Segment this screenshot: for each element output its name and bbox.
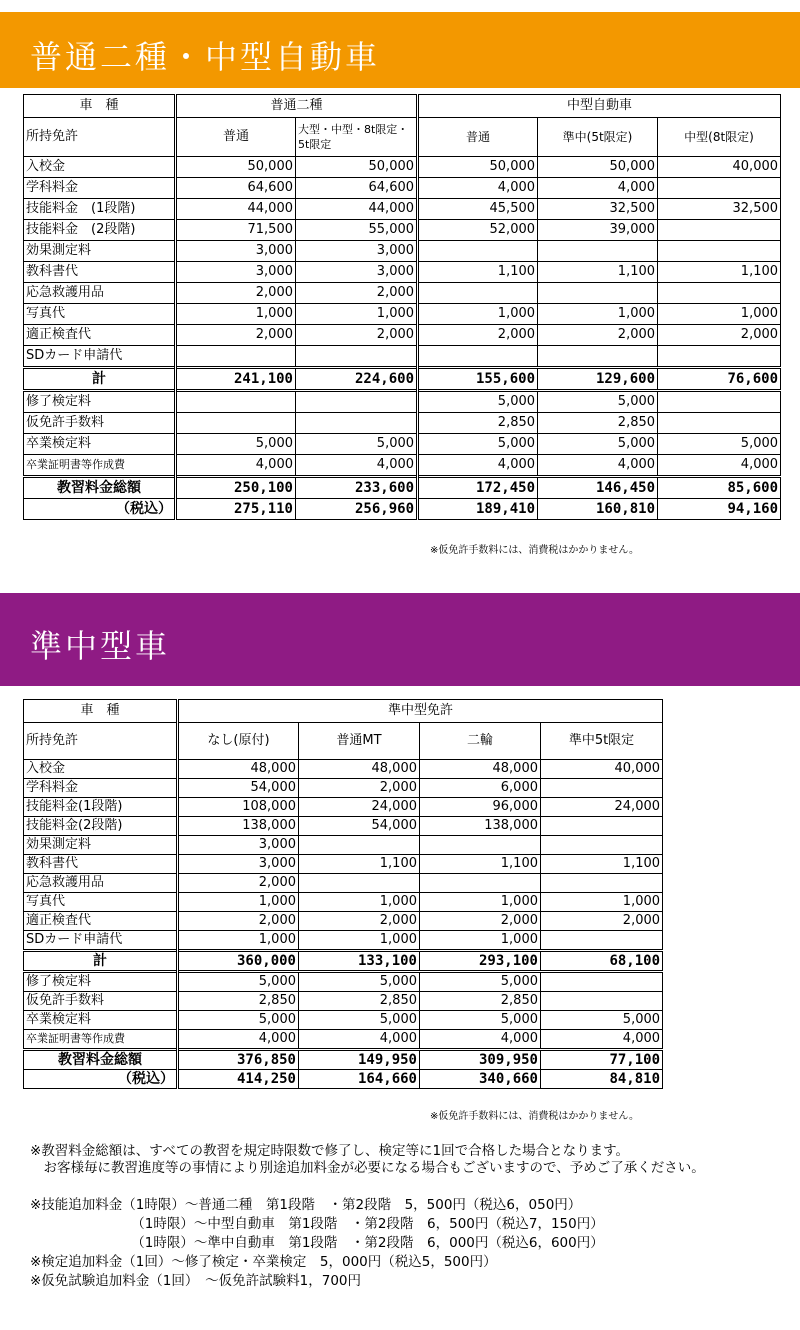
fee-cell [658, 391, 781, 413]
fee-cell [296, 413, 418, 434]
fee-cell: 164,660 [299, 1070, 420, 1089]
row-label: 教科書代 [24, 855, 178, 874]
note-line: ※仮免試験追加料金（1回） ～仮免許試験料1，700円 [30, 1273, 362, 1289]
fee-cell: 24,000 [299, 798, 420, 817]
fee-cell: 5,000 [538, 434, 658, 455]
section-title: 普通二種・中型自動車 [30, 38, 381, 76]
fee-cell: 275,110 [176, 499, 296, 520]
fee-cell: 1,100 [418, 262, 538, 283]
table-row [24, 855, 663, 874]
table-row [24, 157, 781, 178]
row-label: 学科料金 [24, 178, 176, 199]
header-row [24, 723, 663, 760]
row-label: 技能料金 (1段階) [24, 199, 176, 220]
fee-cell [176, 391, 296, 413]
fee-cell: 5,000 [418, 434, 538, 455]
row-label: 卒業証明書等作成費 [24, 455, 176, 477]
table-footnote: ※仮免許手数料には、消費税はかかりません。 [430, 1111, 639, 1122]
fee-cell: 50,000 [418, 157, 538, 178]
fee-cell: 5,000 [420, 1011, 541, 1030]
fee-cell: 44,000 [176, 199, 296, 220]
fee-cell: 55,000 [296, 220, 418, 241]
row-label: 仮免許手数料 [24, 992, 178, 1011]
fee-cell: 3,000 [176, 262, 296, 283]
fee-cell: 376,850 [178, 1050, 299, 1070]
table-row [24, 304, 781, 325]
fee-cell: 2,850 [178, 992, 299, 1011]
note-line: ※教習料金総額は、すべての教習を規定時限数で修了し、検定等に1回で合格した場合となります。 [30, 1143, 630, 1159]
fee-cell: 96,000 [420, 798, 541, 817]
table-row [24, 220, 781, 241]
fee-cell: 4,000 [541, 1030, 663, 1050]
fee-cell: 2,000 [296, 325, 418, 346]
fee-cell: 414,250 [178, 1070, 299, 1089]
column-header: 普通MT [299, 723, 420, 760]
fee-cell [299, 874, 420, 893]
fee-cell [418, 241, 538, 262]
fee-cell: 129,600 [538, 368, 658, 391]
table-footnote: ※仮免許手数料には、消費税はかかりません。 [430, 545, 639, 556]
row-label: 仮免許手数料 [24, 413, 176, 434]
fee-cell: 149,950 [299, 1050, 420, 1070]
header-row [24, 118, 781, 157]
fee-cell: 1,000 [541, 893, 663, 912]
fee-cell [658, 178, 781, 199]
row-label: 教習料金総額 [24, 1050, 178, 1070]
table-row [24, 836, 663, 855]
note-line: お客様毎に教習進度等の事情により別途追加料金が必要になる場合もございますので、予めご了承ください。 [30, 1160, 705, 1176]
fee-cell: 52,000 [418, 220, 538, 241]
fee-cell: 3,000 [178, 836, 299, 855]
fee-cell: 50,000 [176, 157, 296, 178]
fee-cell: 2,000 [420, 912, 541, 931]
row-label: SDカード申請代 [24, 346, 176, 368]
row-label: 応急救護用品 [24, 874, 178, 893]
table-row [24, 817, 663, 836]
fee-cell: 155,600 [418, 368, 538, 391]
group-header: 普通二種 [176, 95, 418, 118]
table-row [24, 434, 781, 455]
fee-cell: 1,000 [538, 304, 658, 325]
fee-cell: 68,100 [541, 951, 663, 972]
table-row [24, 391, 781, 413]
row-label: （税込） [24, 1070, 178, 1089]
table-row [24, 972, 663, 992]
row-label: 教習料金総額 [24, 477, 176, 499]
table-row [24, 346, 781, 368]
fee-cell [658, 413, 781, 434]
fee-cell: 40,000 [658, 157, 781, 178]
fee-cell: 138,000 [420, 817, 541, 836]
fee-cell [541, 972, 663, 992]
fee-cell: 1,000 [178, 931, 299, 951]
fee-cell: 32,500 [538, 199, 658, 220]
fee-cell [176, 413, 296, 434]
fee-cell: 5,000 [299, 972, 420, 992]
note-line: （1時限）～準中自動車 第1段階 ・第2段階 6，000円（税込6，600円） [30, 1235, 604, 1251]
fee-cell: 94,160 [658, 499, 781, 520]
license-header: 所持免許 [24, 118, 176, 157]
column-header: 二輪 [420, 723, 541, 760]
fee-cell: 5,000 [178, 1011, 299, 1030]
fee-cell: 64,600 [176, 178, 296, 199]
note-line: ※検定追加料金（1回）～修了検定・卒業検定 5，000円（税込5，500円） [30, 1254, 497, 1270]
fee-cell [538, 346, 658, 368]
section-banner-futsu2-chugata [0, 12, 800, 88]
table-row [24, 262, 781, 283]
fee-cell: 256,960 [296, 499, 418, 520]
fee-cell: 5,000 [541, 1011, 663, 1030]
row-label: 修了検定料 [24, 972, 178, 992]
fee-cell: 1,000 [420, 931, 541, 951]
section-title: 準中型車 [30, 627, 171, 665]
column-header: 準中5t限定 [541, 723, 663, 760]
fee-cell: 1,000 [178, 893, 299, 912]
license-header: 所持免許 [24, 723, 178, 760]
fee-cell: 2,000 [178, 912, 299, 931]
fee-cell: 40,000 [541, 760, 663, 779]
table-row [24, 893, 663, 912]
fee-table-futsu2-chugata [23, 94, 781, 520]
fee-cell: 6,000 [420, 779, 541, 798]
fee-cell: 4,000 [296, 455, 418, 477]
fee-cell: 54,000 [178, 779, 299, 798]
fee-cell: 50,000 [538, 157, 658, 178]
fee-cell: 4,000 [420, 1030, 541, 1050]
fee-cell: 77,100 [541, 1050, 663, 1070]
note-line: （1時限）～中型自動車 第1段階 ・第2段階 6，500円（税込7，150円） [30, 1216, 604, 1232]
fee-cell: 250,100 [176, 477, 296, 499]
fee-cell [420, 836, 541, 855]
fee-cell: 160,810 [538, 499, 658, 520]
table-row [24, 1030, 663, 1050]
fee-cell: 5,000 [176, 434, 296, 455]
fee-cell: 2,000 [541, 912, 663, 931]
row-label: 卒業検定料 [24, 434, 176, 455]
vehicle-type-header: 車 種 [24, 700, 178, 723]
fee-cell: 1,000 [418, 304, 538, 325]
fee-cell [420, 874, 541, 893]
fee-cell: 5,000 [299, 1011, 420, 1030]
fee-cell: 1,100 [538, 262, 658, 283]
column-header: 普通 [176, 118, 296, 157]
fee-cell [296, 391, 418, 413]
table-row [24, 760, 663, 779]
fee-cell: 1,100 [299, 855, 420, 874]
row-label: 写真代 [24, 893, 178, 912]
fee-cell: 138,000 [178, 817, 299, 836]
fee-cell: 224,600 [296, 368, 418, 391]
fee-cell: 2,000 [299, 912, 420, 931]
fee-cell: 2,850 [420, 992, 541, 1011]
group-header: 準中型免許 [178, 700, 663, 723]
fee-cell [176, 346, 296, 368]
table-row [24, 951, 663, 972]
table-row [24, 368, 781, 391]
fee-cell: 172,450 [418, 477, 538, 499]
table-row [24, 283, 781, 304]
fee-cell: 1,000 [299, 893, 420, 912]
row-label: 適正検査代 [24, 912, 178, 931]
fee-cell: 5,000 [538, 391, 658, 413]
fee-table-junchugata [23, 699, 663, 1089]
fee-cell [658, 283, 781, 304]
row-label: SDカード申請代 [24, 931, 178, 951]
fee-cell: 1,000 [176, 304, 296, 325]
row-label: 入校金 [24, 157, 176, 178]
row-label: 卒業証明書等作成費 [24, 1030, 178, 1050]
fee-cell: 293,100 [420, 951, 541, 972]
fee-cell: 133,100 [299, 951, 420, 972]
table-row [24, 241, 781, 262]
row-label: 技能料金(1段階) [24, 798, 178, 817]
row-label: 学科料金 [24, 779, 178, 798]
fee-cell [296, 346, 418, 368]
fee-cell [538, 283, 658, 304]
row-label: 効果測定料 [24, 836, 178, 855]
fee-cell: 241,100 [176, 368, 296, 391]
row-label: （税込） [24, 499, 176, 520]
fee-cell: 3,000 [296, 262, 418, 283]
fee-cell: 360,000 [178, 951, 299, 972]
row-label: 教科書代 [24, 262, 176, 283]
fee-cell [541, 931, 663, 951]
fee-cell: 4,000 [658, 455, 781, 477]
fee-cell: 233,600 [296, 477, 418, 499]
fee-cell: 2,850 [299, 992, 420, 1011]
fee-cell [541, 836, 663, 855]
row-label: 計 [24, 368, 176, 391]
row-label: 応急救護用品 [24, 283, 176, 304]
fee-cell [418, 346, 538, 368]
fee-cell: 108,000 [178, 798, 299, 817]
fee-cell [541, 992, 663, 1011]
column-header: 中型(8t限定) [658, 118, 781, 157]
fee-cell: 3,000 [178, 855, 299, 874]
header-row [24, 700, 663, 723]
fee-cell [538, 241, 658, 262]
row-label: 入校金 [24, 760, 178, 779]
fee-cell: 85,600 [658, 477, 781, 499]
table-row [24, 1070, 663, 1089]
fee-cell: 2,000 [658, 325, 781, 346]
fee-cell [541, 874, 663, 893]
fee-cell: 1,000 [420, 893, 541, 912]
fee-cell: 54,000 [299, 817, 420, 836]
fee-cell: 2,000 [176, 283, 296, 304]
fee-cell: 4,000 [178, 1030, 299, 1050]
fee-cell: 2,000 [538, 325, 658, 346]
row-label: 卒業検定料 [24, 1011, 178, 1030]
header-row [24, 95, 781, 118]
table-row [24, 1050, 663, 1070]
fee-cell [541, 817, 663, 836]
fee-cell [658, 241, 781, 262]
fee-cell: 1,000 [299, 931, 420, 951]
fee-cell [658, 346, 781, 368]
fee-cell: 1,100 [541, 855, 663, 874]
fee-cell: 3,000 [176, 241, 296, 262]
fee-cell: 1,100 [658, 262, 781, 283]
fee-cell: 4,000 [299, 1030, 420, 1050]
fee-cell: 50,000 [296, 157, 418, 178]
table-row [24, 413, 781, 434]
fee-cell [541, 779, 663, 798]
fee-notes [30, 1143, 705, 1291]
group-header: 中型自動車 [418, 95, 781, 118]
table-row [24, 798, 663, 817]
fee-cell: 5,000 [296, 434, 418, 455]
table-row [24, 499, 781, 520]
fee-cell: 2,000 [178, 874, 299, 893]
table-row [24, 992, 663, 1011]
table-row [24, 874, 663, 893]
fee-cell: 1,000 [296, 304, 418, 325]
table-row [24, 912, 663, 931]
row-label: 技能料金(2段階) [24, 817, 178, 836]
fee-cell: 340,660 [420, 1070, 541, 1089]
fee-cell: 3,000 [296, 241, 418, 262]
fee-cell: 84,810 [541, 1070, 663, 1089]
fee-cell: 76,600 [658, 368, 781, 391]
fee-cell: 5,000 [658, 434, 781, 455]
row-label: 技能料金 (2段階) [24, 220, 176, 241]
table-row [24, 325, 781, 346]
fee-cell: 5,000 [418, 391, 538, 413]
table-row [24, 199, 781, 220]
fee-cell: 5,000 [178, 972, 299, 992]
row-label: 修了検定料 [24, 391, 176, 413]
fee-cell: 45,500 [418, 199, 538, 220]
table-row [24, 931, 663, 951]
fee-cell: 71,500 [176, 220, 296, 241]
row-label: 計 [24, 951, 178, 972]
fee-cell: 189,410 [418, 499, 538, 520]
fee-cell [299, 836, 420, 855]
section-banner-junchugata [0, 593, 800, 686]
fee-cell: 24,000 [541, 798, 663, 817]
fee-cell [418, 283, 538, 304]
fee-cell: 4,000 [418, 178, 538, 199]
table-row [24, 178, 781, 199]
fee-cell: 32,500 [658, 199, 781, 220]
note-line [30, 1177, 705, 1196]
fee-cell: 39,000 [538, 220, 658, 241]
table-row [24, 779, 663, 798]
vehicle-type-header: 車 種 [24, 95, 176, 118]
table-row [24, 455, 781, 477]
fee-cell: 146,450 [538, 477, 658, 499]
fee-cell: 1,000 [658, 304, 781, 325]
fee-cell: 2,850 [538, 413, 658, 434]
fee-cell: 2,000 [296, 283, 418, 304]
fee-cell: 64,600 [296, 178, 418, 199]
fee-cell: 4,000 [418, 455, 538, 477]
row-label: 適正検査代 [24, 325, 176, 346]
column-header: 普通 [418, 118, 538, 157]
fee-cell: 309,950 [420, 1050, 541, 1070]
column-header: 準中(5t限定) [538, 118, 658, 157]
column-header: 大型・中型・8t限定・5t限定 [296, 118, 418, 157]
fee-cell: 4,000 [538, 178, 658, 199]
fee-cell [658, 220, 781, 241]
fee-cell: 48,000 [299, 760, 420, 779]
fee-cell: 44,000 [296, 199, 418, 220]
fee-cell: 2,000 [418, 325, 538, 346]
fee-cell: 4,000 [176, 455, 296, 477]
column-header: なし(原付) [178, 723, 299, 760]
fee-cell: 1,100 [420, 855, 541, 874]
fee-cell: 5,000 [420, 972, 541, 992]
table-row [24, 477, 781, 499]
fee-cell: 2,000 [176, 325, 296, 346]
table-row [24, 1011, 663, 1030]
fee-cell: 2,000 [299, 779, 420, 798]
fee-cell: 48,000 [178, 760, 299, 779]
note-line: ※技能追加料金（1時限）～普通二種 第1段階 ・第2段階 5，500円（税込6，050円） [30, 1197, 582, 1213]
fee-cell: 4,000 [538, 455, 658, 477]
fee-cell: 48,000 [420, 760, 541, 779]
row-label: 効果測定料 [24, 241, 176, 262]
fee-cell: 2,850 [418, 413, 538, 434]
row-label: 写真代 [24, 304, 176, 325]
